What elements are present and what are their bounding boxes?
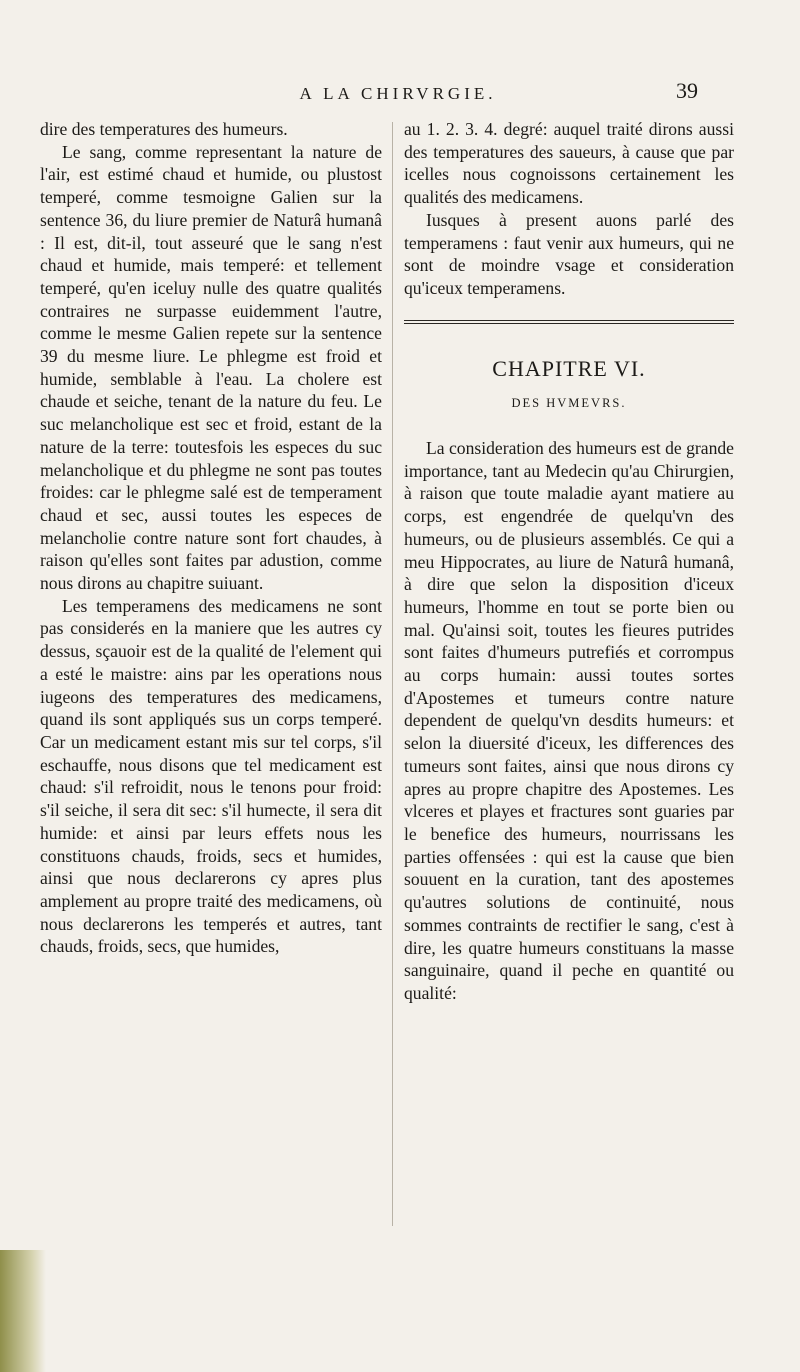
paragraph: Iusques à present auons parlé des temperamens : faut venir aux humeurs, qui ne sont de moindre vsage et consideration qu'iceux temperamens. [404, 209, 734, 298]
running-head [0, 78, 800, 114]
paragraph: au 1. 2. 3. 4. degré: auquel traité dirons aussi des temperatures des saueurs, à cause que par icelles nous cognoissons certainement les qualités des medicamens. [404, 119, 734, 208]
running-title: A LA CHIRVRGIE. [299, 84, 497, 103]
paragraph: Le sang, comme representant la nature de l'air, est estimé chaud et humide, ou plustost temperé, comme tesmoigne Galien sur la sentence 36, du liure premier de Naturâ humanâ : Il est, dit-il, tout asseuré que le sang n'est chaud et humide, mais temperé: et tellement temperé, qu'en iceluy nulle des quatre qualités contraires ne surpasse euidemment l'autre, comme le mesme Galien repete sur la sentence 39 du mesme liure. Le phlegme est froid et humide, semblable à l'eau. La cholere est chaude et seiche, tenant de la nature du feu. Le suc melancholique est sec et froid, estant de la nature de la terre: toutesfois les especes du suc melancholique et du phlegme ne sont pas toutes froides: car le phlegme salé est de temperament chaud et sec, aussi toutes les especes de melancholie contre nature sont fort chaudes, à raison qu'elles sont faites par adustion, comme nous dirons au chapitre suiuant. [40, 141, 382, 594]
right-column [404, 118, 734, 1005]
paragraph: Les temperamens des medicamens ne sont pas considerés en la maniere que les autres cy dessus, sçauoir est de la qualité de l'element qui a esté le maistre: ains par les operations nous iugeons des temperatures des medicamens, quand ils sont appliqués sus un corps temperé. Car un medicament estant mis sur tel corps, s'il eschauffe, nous disons que tel medicament est chaud: s'il refroidit, nous le tenons pour froid: s'il seiche, il sera dit sec: s'il humecte, il sera dit humide: et ainsi par leurs effets nous les constituons chauds, froids, secs et humides, ainsi que nous declarerons cy apres plus amplement au propre traité des medicamens, où nous declarerons les temperés et autres, tant chauds, froids, secs, que humides, [40, 595, 382, 957]
column-divider [392, 122, 393, 1226]
page-number: 39 [676, 78, 698, 103]
left-column [40, 118, 382, 958]
chapter-title: CHAPITRE VI. [492, 355, 646, 381]
binding-edge [0, 1250, 46, 1372]
paragraph: La consideration des humeurs est de grande importance, tant au Medecin qu'au Chirurgien, à raison que toute maladie ayant matiere au corps, est engendrée de quelqu'vn des humeurs, ou de plusieurs assemblés. Ce qui a meu Hippocrates, au liure de Naturâ humanâ, à dire que selon la disposition d'iceux humeurs, l'homme en tout se porte bien ou mal. Qu'ainsi soit, toutes les fieures putrides sont faites d'humeurs putrefiés et corrompus au corps humain: aussi toutes sortes d'Apostemes et tumeurs contre nature dependent de quelqu'vn desdits humeurs: et selon la diuersité d'iceux, les differences des tumeurs sont faites, ainsi que nous dirons cy apres au propre chapitre des Apostemes. Les vlceres et playes et fractures sont guaries par le benefice des humeurs, nourrissans les parties offensées : qui est la cause que bien souuent en la curation, tant des apostemes qu'autres solutions de continuité, nous sommes contraints de rectifier le sang, c'est à dire, les quatre humeurs constituans la masse sanguinaire, quand il peche en quantité ou qualité: [404, 438, 734, 1003]
chapter-subtitle: DES HVMEVRS. [511, 396, 627, 411]
chapter-rule [404, 320, 734, 324]
paragraph: dire des temperatures des humeurs. [40, 119, 288, 139]
